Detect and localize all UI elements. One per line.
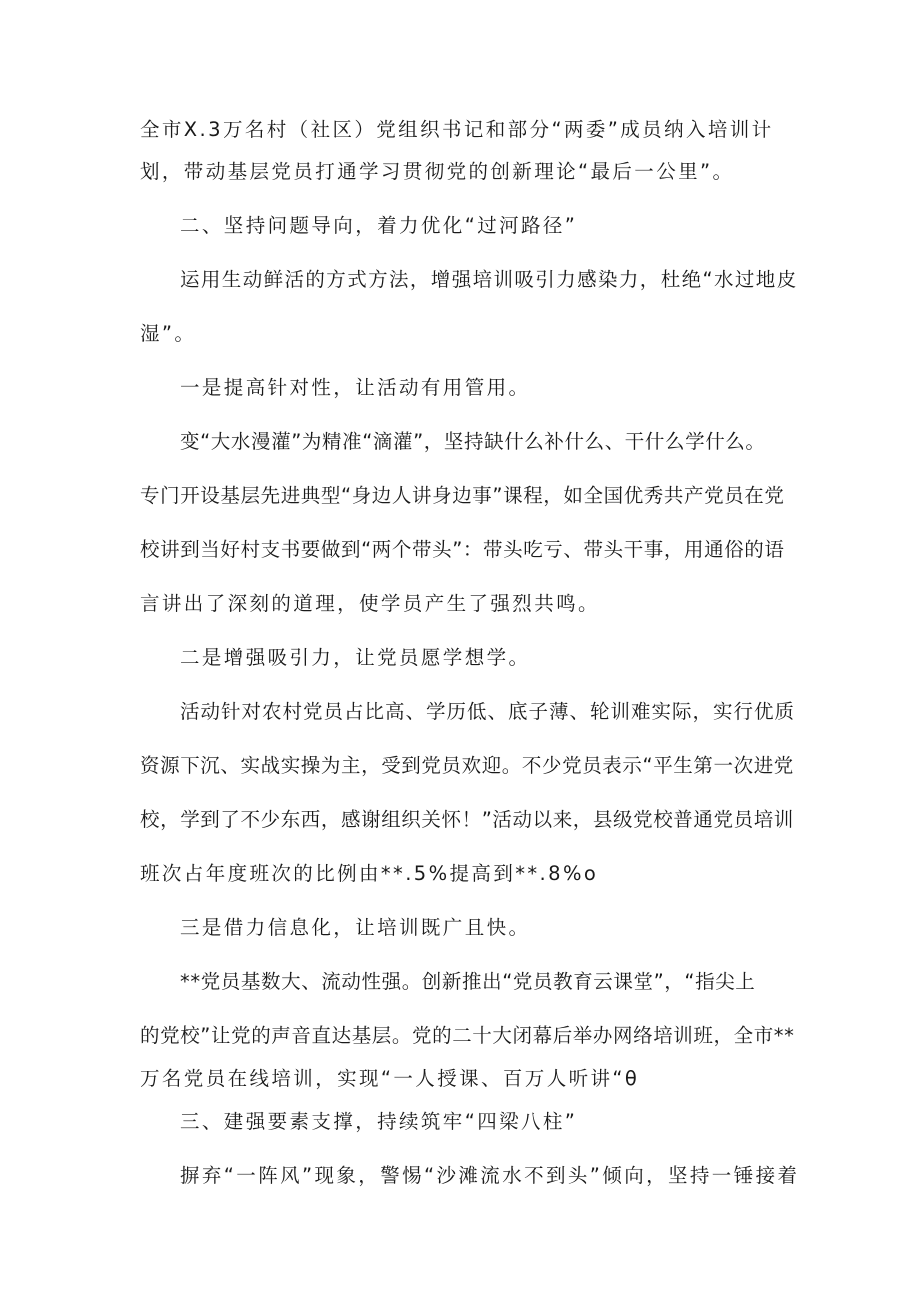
text-line-5: 湿”。	[140, 322, 197, 345]
text-line-8: 专门开设基层先进典型“身边人讲身边事”课程，如全国优秀共产党员在党	[140, 484, 785, 507]
subheading-3: 三是借力信息化，让培训既广且快。	[180, 916, 531, 939]
text-line-12: 活动针对农村党员占比高、学历低、底子薄、轮训难实际，实行优质	[180, 700, 796, 723]
text-line-17: **党员基数大、流动性强。创新推出“党员教育云课堂”，“指尖上	[180, 970, 756, 993]
text-line-10: 言讲出了深刻的道理，使学员产生了强烈共鸣。	[140, 592, 600, 615]
text-line-15: 班次占年度班次的比例由**.5%提高到**.8%o	[140, 862, 599, 885]
text-line-19: 万名党员在线培训，实现“一人授课、百万人听讲“θ	[140, 1067, 640, 1090]
subheading-2: 二是增强吸引力，让党员愿学想学。	[180, 646, 531, 669]
text-line-9: 校讲到当好村支书要做到“两个带头”：带头吃亏、带头干事，用通俗的语	[140, 538, 785, 561]
section-heading-3: 三、建强要素支撑，持续筑牢“四梁八柱”	[180, 1110, 578, 1133]
text-line-4: 运用生动鲜活的方式方法，增强培训吸引力感染力，杜绝“水过地皮	[180, 268, 798, 291]
text-line-18: 的党校”让党的声音直达基层。党的二十大闭幕后举办网络培训班，全市**	[140, 1024, 795, 1047]
text-line-7: 变“大水漫灌”为精准“滴灌”，坚持缺什么补什么、干什么学什么。	[180, 430, 766, 453]
text-line-2: 划，带动基层党员打通学习贯彻党的创新理论“最后一公里”。	[140, 160, 735, 183]
subheading-1: 一是提高针对性，让活动有用管用。	[180, 376, 531, 399]
text-line-13: 资源下沉、实战实操为主，受到党员欢迎。不少党员表示“平生第一次进党	[140, 754, 794, 777]
text-line-21: 摒弃“一阵风”现象，警惕“沙滩流水不到头”倾向，坚持一锤接着	[180, 1164, 800, 1187]
text-line-14: 校，学到了不少东西，感谢组织关怀！”活动以来，县级党校普通党员培训	[140, 808, 794, 831]
text-line-1: 全市X.3万名村（社区）党组织书记和部分“两委”成员纳入培训计	[140, 118, 774, 141]
section-heading-2: 二、坚持问题导向，着力优化“过河路径”	[180, 214, 578, 237]
